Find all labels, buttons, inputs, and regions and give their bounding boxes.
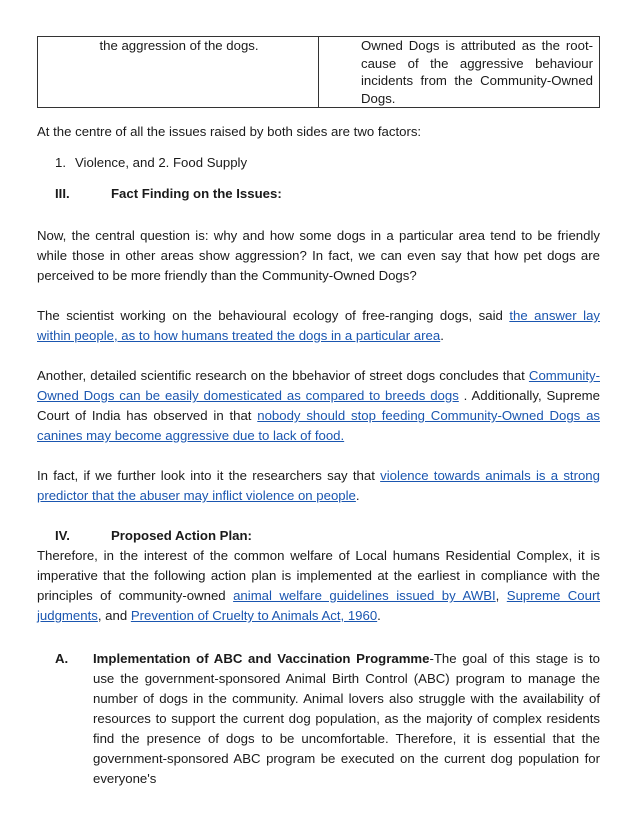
paragraph-central-question: Now, the central question is: why and how some dogs in a particular area tend to be friendly while those in other areas show aggression? In fact, we can even say that how pet dogs are perceived to be more friendly than the Community-Owned Dogs? xyxy=(37,228,600,283)
table-cell-right: Owned Dogs is attributed as the root-cause of the aggressive behaviour incidents from the Community-Owned Dogs. xyxy=(319,37,600,108)
section-numeral: IV. xyxy=(55,528,70,543)
section-numeral: III. xyxy=(55,186,70,201)
paragraph-scientist xyxy=(37,306,600,346)
text-run: , and xyxy=(97,608,131,623)
text-run: . xyxy=(440,328,444,343)
action-item-a xyxy=(37,649,600,789)
factors-list-item xyxy=(37,153,600,173)
document-content xyxy=(37,36,600,789)
text-run: In fact, if we further look into it the researchers say that xyxy=(37,468,381,483)
paragraph-action-plan xyxy=(37,546,600,626)
link-answer-within-people[interactable]: the answer lay within people, as to how humans treated the dogs in a particular area xyxy=(37,308,600,343)
link-domesticated[interactable]: Community-Owned Dogs can be easily domesticated as compared to breeds dogs xyxy=(37,368,600,403)
item-title: Implementation of ABC and Vaccination Programme xyxy=(93,651,430,666)
section-title: Fact Finding on the Issues: xyxy=(111,186,282,201)
text-run: Therefore, in the interest of the common welfare of Local humans Residential Complex, it is imperative that the following action plan is implemented at the earliest in compliance with the principles of community-owned xyxy=(37,548,600,603)
link-awbi-guidelines[interactable]: animal welfare guidelines issued by AWBI xyxy=(233,588,496,603)
link-stop-feeding[interactable]: nobody should stop feeding Community-Owned Dogs as canines may become aggressive due to lack of food. xyxy=(37,408,600,443)
text-run: , xyxy=(495,588,507,603)
list-text: Violence, and 2. Food Supply xyxy=(75,155,248,170)
item-body xyxy=(93,649,600,789)
text-run: . xyxy=(377,608,381,623)
paragraph-research xyxy=(37,366,600,446)
table-row xyxy=(38,37,600,108)
link-violence-predictor[interactable]: violence towards animals is a strong predictor that the abuser may inflict violence on people xyxy=(37,468,600,503)
paragraph-violence xyxy=(37,466,600,506)
list-number: 1. xyxy=(55,155,66,170)
table-cell-left: the aggression of the dogs. xyxy=(38,37,319,108)
text-run: . Additionally, Supreme Court of India has observed in that xyxy=(37,388,600,423)
section-heading-3 xyxy=(37,184,600,204)
link-cruelty-act[interactable]: Prevention of Cruelty to Animals Act, 1960 xyxy=(130,608,378,623)
item-letter: A. xyxy=(55,651,69,666)
text-run: . xyxy=(355,488,360,503)
comparison-table xyxy=(37,36,600,108)
text-run: Another, detailed scientific research on the bbehavior of street dogs concludes that xyxy=(37,368,529,383)
text-run: The scientist working on the behavioural ecology of free-ranging dogs, said xyxy=(37,308,510,323)
item-text: -The goal of this stage is to use the government-sponsored Animal Birth Control (ABC) program to manage the number of dogs in the community. Animal lovers also struggle with the availability of resources to support the current dog population, as the majority of complex residents find the presence of dogs to be uncomfortable. Therefore, it is essential that the government-sponsored ABC program be executed on the current dog population for everyone's xyxy=(93,651,600,786)
link-supreme-court-judgments[interactable]: Supreme Court judgments xyxy=(37,588,601,623)
section-heading-4 xyxy=(37,526,600,546)
intro-paragraph: At the centre of all the issues raised by both sides are two factors: xyxy=(37,124,422,139)
section-title: Proposed Action Plan: xyxy=(111,528,252,543)
